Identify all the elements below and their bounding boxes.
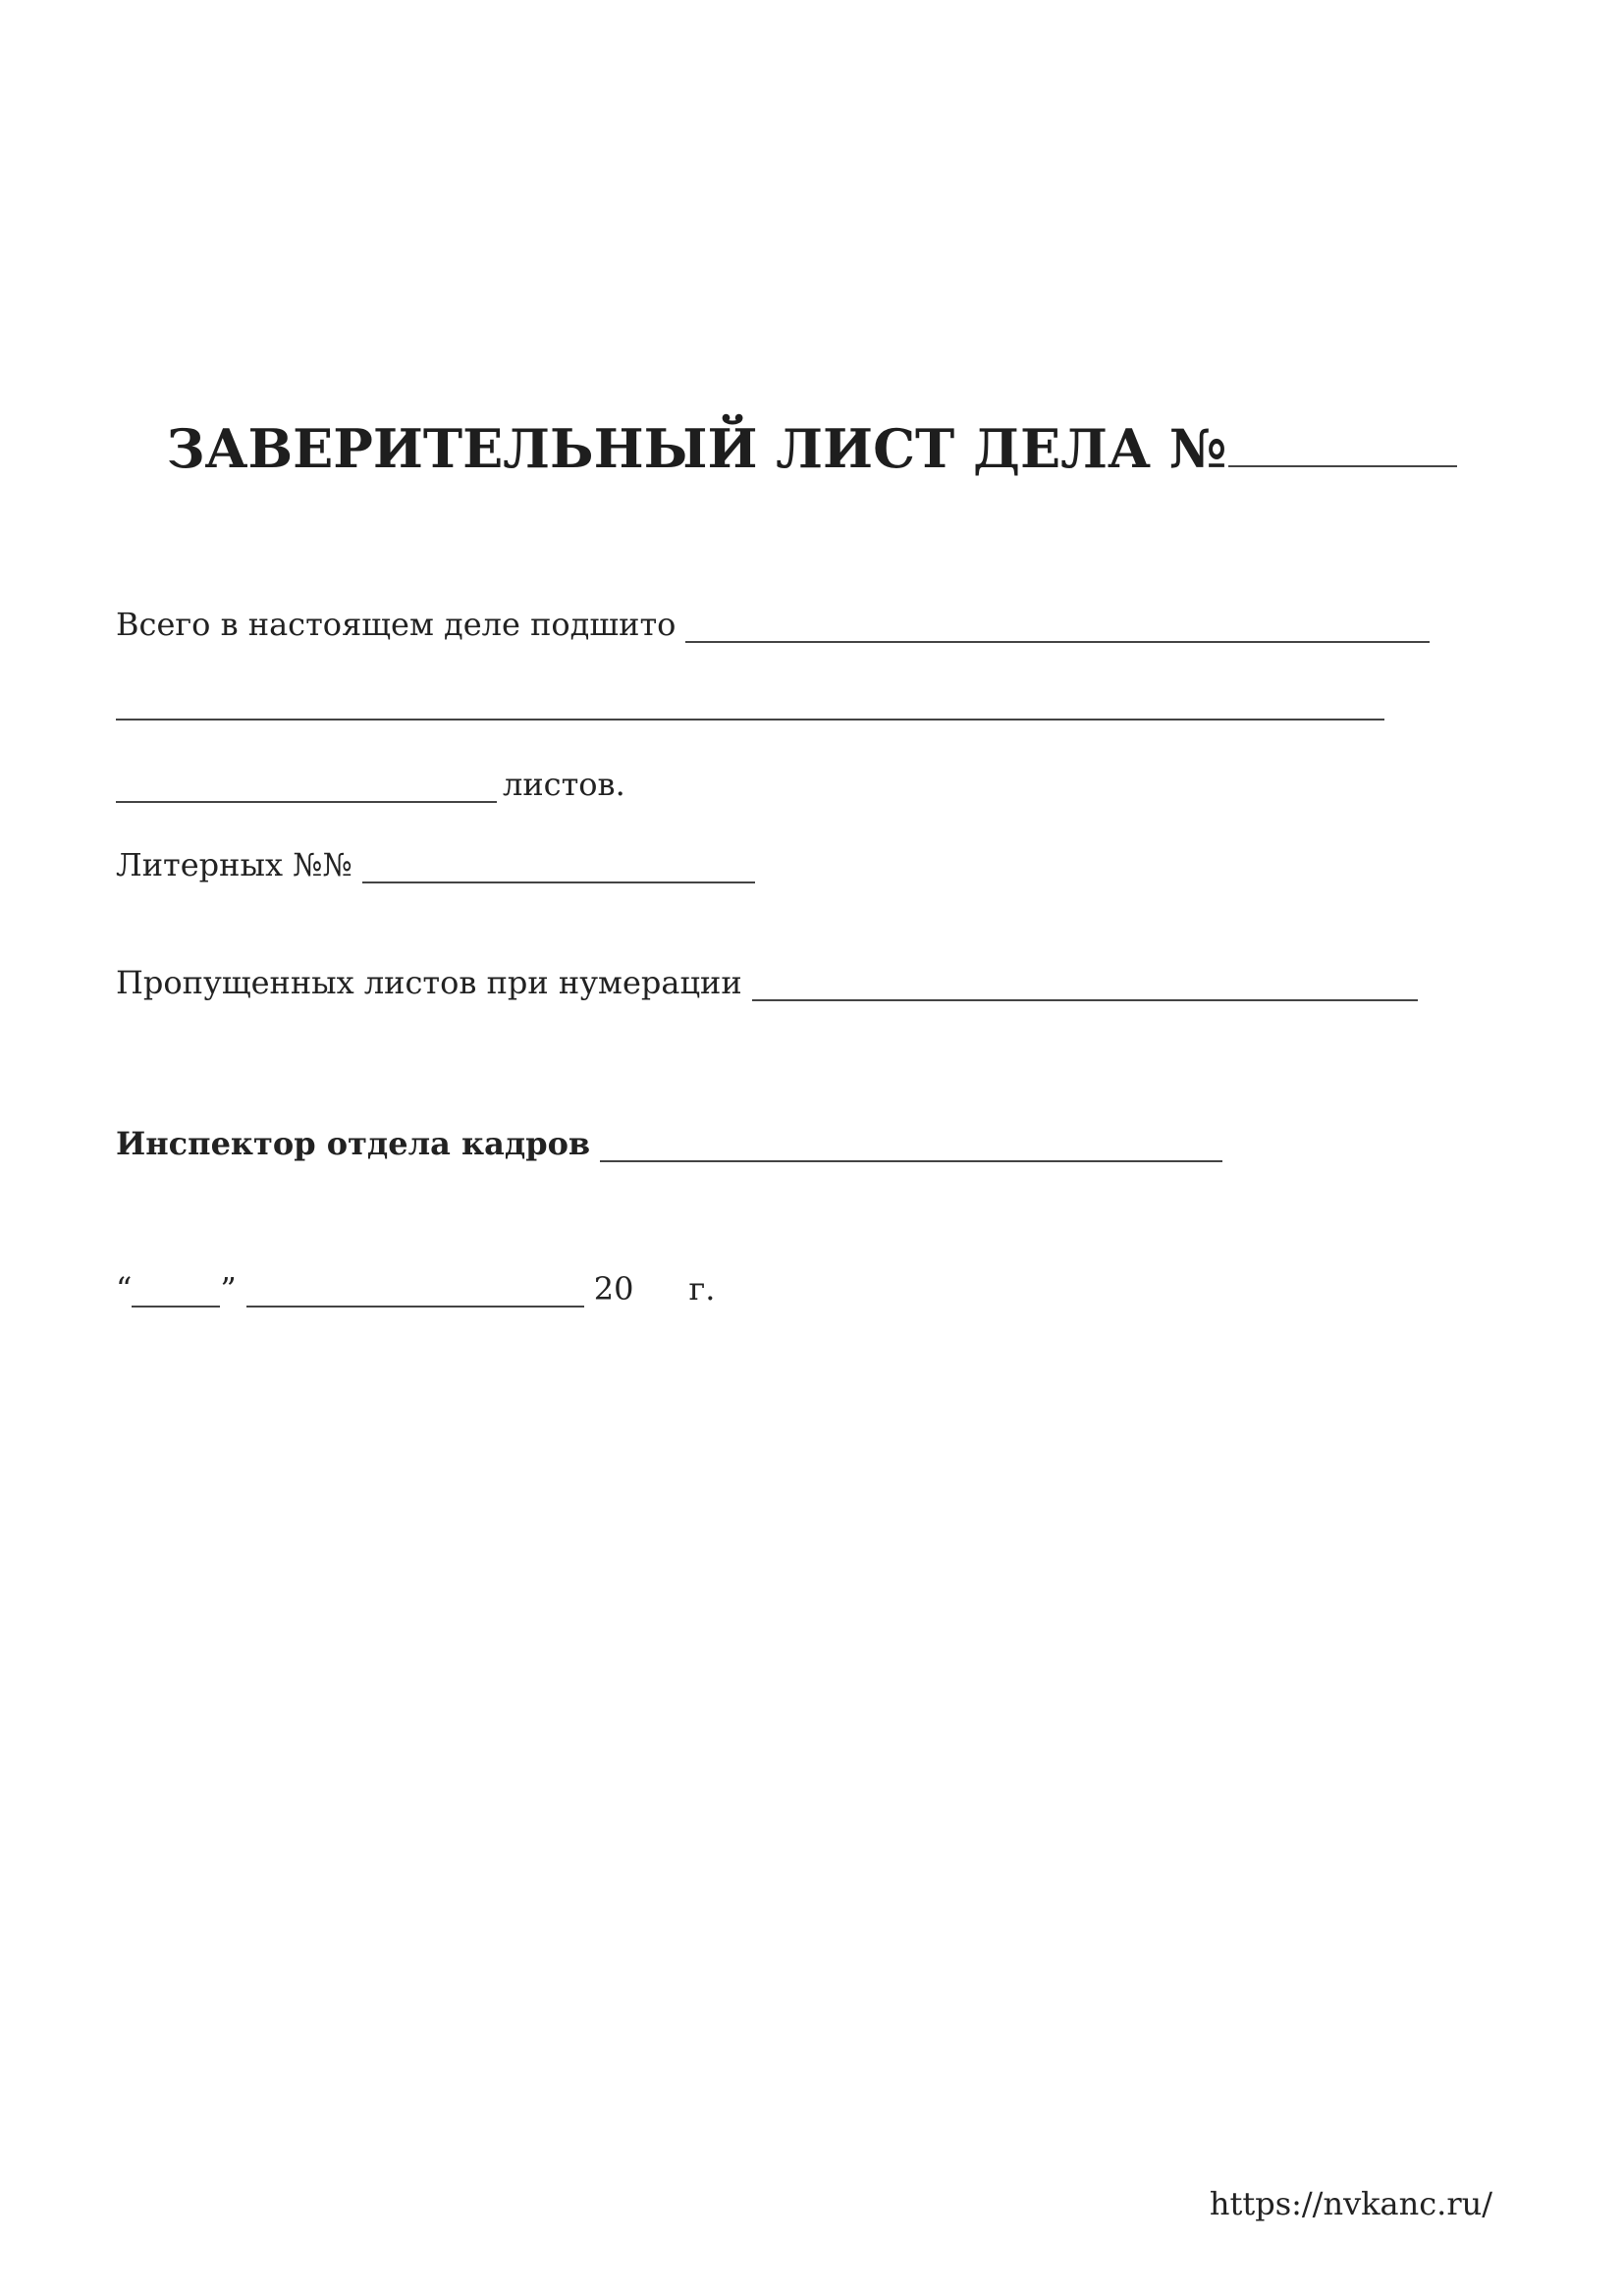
total-sheets-continuation-field[interactable] xyxy=(116,691,1384,721)
document-title: ЗАВЕРИТЕЛЬНЫЙ ЛИСТ ДЕЛА № xyxy=(166,417,1227,480)
date-row xyxy=(116,1270,715,1308)
inspector-signature-field[interactable] xyxy=(600,1133,1222,1162)
letter-numbers-row xyxy=(116,846,755,883)
total-sheets-field[interactable] xyxy=(685,614,1430,643)
skipped-sheets-field[interactable] xyxy=(752,972,1418,1001)
total-sheets-label: Всего в настоящем деле подшито xyxy=(116,606,677,643)
title-row xyxy=(0,417,1624,480)
date-close-quote: ” xyxy=(220,1270,237,1308)
date-month-field[interactable] xyxy=(246,1278,584,1308)
sheets-label: листов. xyxy=(503,766,625,803)
date-open-quote: “ xyxy=(116,1270,133,1308)
date-day-field[interactable] xyxy=(132,1278,220,1308)
footer-url[interactable]: https://nvkanc.ru/ xyxy=(1209,2185,1492,2222)
total-sheets-continuation-row xyxy=(116,691,1384,721)
sheets-count-field[interactable] xyxy=(116,774,497,803)
skipped-sheets-row xyxy=(116,964,1418,1001)
case-number-field[interactable] xyxy=(1228,424,1457,467)
sheets-count-row xyxy=(116,766,625,803)
date-year-suffix: г. xyxy=(688,1270,716,1308)
date-year-prefix: 20 xyxy=(593,1270,634,1308)
skipped-sheets-label: Пропущенных листов при нумерации xyxy=(116,964,742,1001)
inspector-row xyxy=(116,1125,1222,1162)
total-sheets-row xyxy=(116,606,1430,643)
inspector-label: Инспектор отдела кадров xyxy=(116,1125,591,1162)
letter-numbers-field[interactable] xyxy=(362,854,755,883)
letter-numbers-label: Литерных №№ xyxy=(116,846,352,883)
